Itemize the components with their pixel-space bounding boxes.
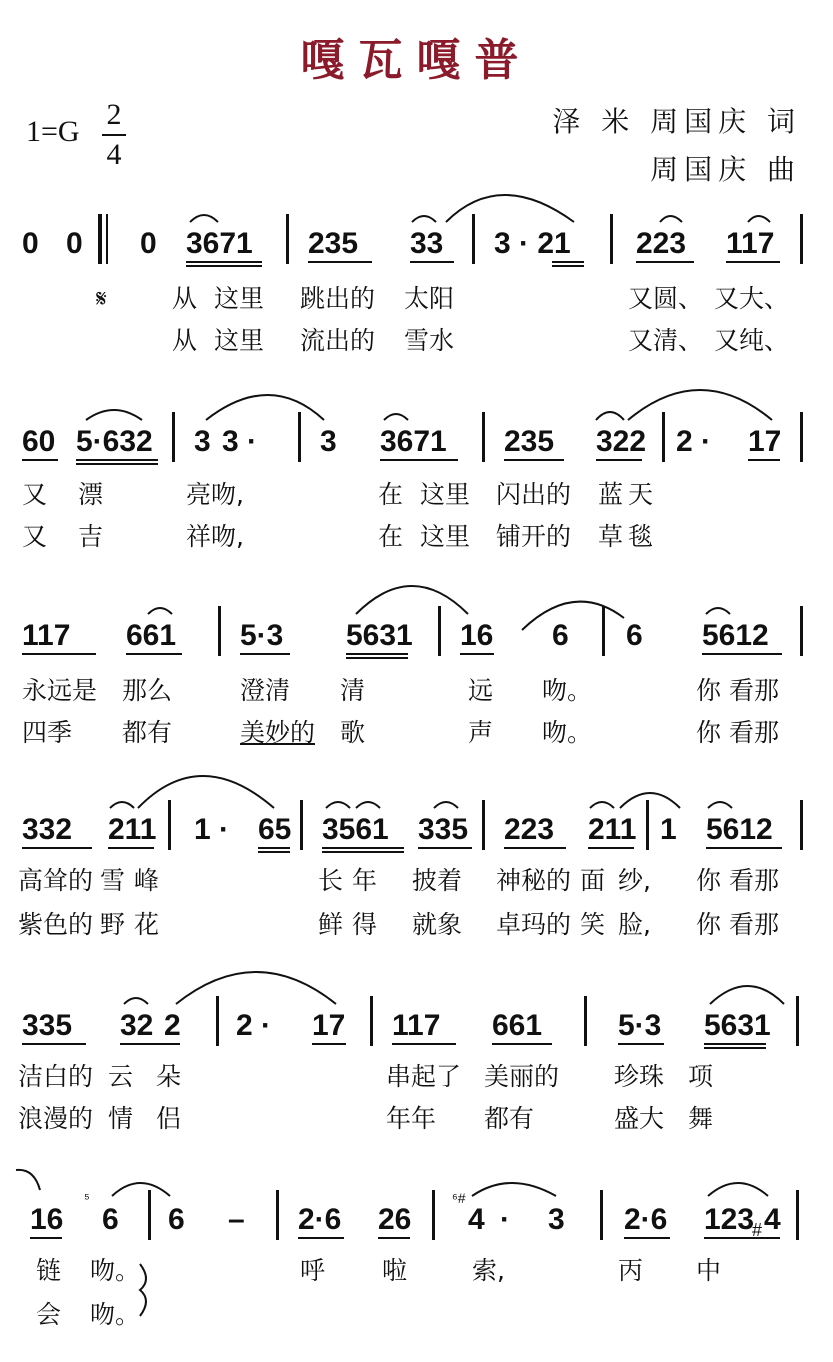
lyric: 这里 <box>420 480 471 509</box>
lyric: 清 <box>340 676 366 705</box>
note-group: 3 · <box>222 425 258 458</box>
note-group: 6 <box>102 1203 119 1236</box>
lyric: 呼 <box>300 1256 326 1285</box>
note-group: 335 <box>418 813 469 846</box>
note-group: 3671 <box>380 425 447 458</box>
lyric: 年年 <box>386 1104 437 1133</box>
lyric: 又清、 <box>628 326 704 355</box>
note-group: 661 <box>492 1009 543 1042</box>
lyric: 跳出的 <box>300 284 376 313</box>
segno-sign: 𝄋 <box>96 284 107 313</box>
meter-top: 2 <box>106 98 122 131</box>
lyric: 流出的 <box>300 326 376 355</box>
lyric: 峰 <box>134 866 160 895</box>
lyric: 吻。 <box>90 1300 141 1329</box>
lyric: 这里 <box>420 522 471 551</box>
note-group: 3671 <box>186 227 253 260</box>
lyric: 又纯、 <box>714 326 790 355</box>
note-group: 3561 <box>322 813 389 846</box>
lyric: 舞 <box>688 1104 714 1133</box>
lyric: 从 <box>172 326 198 355</box>
lyric: 亮吻, <box>186 480 244 509</box>
lyric: 你 看那 <box>696 866 779 895</box>
lyric: 太阳 <box>404 284 455 313</box>
lyric: 又大、 <box>714 284 790 313</box>
lyric: 花 <box>134 910 160 939</box>
note-group: 6 <box>626 619 643 652</box>
note-group: 235 <box>308 227 359 260</box>
lyric: 你 看那 <box>696 676 779 705</box>
note-group: 2·6 <box>298 1203 342 1236</box>
grace-note: ⁵ <box>84 1190 90 1206</box>
lyric: 都有 <box>484 1104 535 1133</box>
lyric: 脸, <box>618 910 651 939</box>
lyric: 就象 <box>412 910 463 939</box>
lyric: 洁白的 <box>18 1062 94 1091</box>
lyric: 披着 <box>412 866 463 895</box>
lyric: 吉 <box>78 522 104 551</box>
note-group: 60 <box>22 425 56 458</box>
lyric: 串起了 <box>386 1062 462 1091</box>
lyric: 你 看那 <box>696 718 779 747</box>
lyric: 朵 <box>156 1062 182 1091</box>
note-group: 117 <box>22 619 71 652</box>
lyric: 紫色的 <box>18 910 94 939</box>
note-group: 5·632 <box>76 425 153 458</box>
note-group: 117 <box>726 227 775 260</box>
note-group: 6 <box>168 1203 185 1236</box>
lyric: 闪出的 <box>496 480 572 509</box>
note-group: 65 <box>258 813 292 846</box>
lyric: 又 <box>22 480 48 509</box>
lyric: 会 <box>36 1300 62 1329</box>
note-group: 332 <box>22 813 73 846</box>
lyricist-credit: 泽 米 周国庆 词 <box>552 105 801 138</box>
lyric: 中 <box>696 1256 722 1285</box>
note-group: 5631 <box>704 1009 771 1042</box>
lyric: 吻。 <box>90 1256 141 1285</box>
note-group: 335 <box>22 1009 73 1042</box>
lyric: 从 <box>172 284 198 313</box>
note-group: 3 <box>548 1203 565 1236</box>
lyric: 又圆、 <box>628 284 704 313</box>
note-group: 3 <box>320 425 337 458</box>
lyric: 长 <box>318 866 344 895</box>
note-group: 0 <box>66 227 83 260</box>
lyric: 都有 <box>122 718 173 747</box>
lyric: 美妙的 <box>240 718 316 747</box>
lyric: 卓玛的 <box>496 910 572 939</box>
key-signature: 1=G <box>26 115 80 148</box>
lyric: 漂 <box>78 480 104 509</box>
note-group: 117 <box>392 1009 441 1042</box>
note-group: 123 <box>704 1203 755 1236</box>
note-group: 32 <box>120 1009 154 1042</box>
note-group: 1 · <box>194 813 230 846</box>
lyric: 啦 <box>382 1256 408 1285</box>
lyric: 笑 <box>580 910 606 939</box>
lyric: 草 <box>598 522 624 551</box>
lyric: 吻。 <box>542 718 593 747</box>
lyric: 毯 <box>628 522 654 551</box>
lyric: 鲜 <box>318 910 344 939</box>
lyric: 歌 <box>340 718 366 747</box>
note-group: 3 <box>194 425 211 458</box>
note-group: 2 <box>164 1009 181 1042</box>
lyric: 远 <box>468 676 494 705</box>
note-group: 16 <box>460 619 494 652</box>
lyric: 声 <box>468 718 494 747</box>
note-group: 2·6 <box>624 1203 668 1236</box>
note-group: 4 <box>764 1203 781 1236</box>
composer-credit: 周国庆 曲 <box>650 153 801 186</box>
note-group: 5·3 <box>240 619 284 652</box>
lyric: 盛大 <box>614 1104 665 1133</box>
note-group: 5612 <box>706 813 773 846</box>
lyric: 在 <box>378 480 404 509</box>
lyric: 美丽的 <box>484 1062 560 1091</box>
lyric: 铺开的 <box>496 522 572 551</box>
lyric: 澄清 <box>240 676 291 705</box>
note-group: 0 <box>22 227 39 260</box>
lyric: 索, <box>472 1256 505 1285</box>
meter-bottom: 4 <box>106 138 122 171</box>
lyric: 那么 <box>122 676 173 705</box>
lyric: 这里 <box>214 326 265 355</box>
note-group: 661 <box>126 619 177 652</box>
lyric: 吻。 <box>542 676 593 705</box>
note-group: 33 <box>410 227 444 260</box>
note-group: 211 <box>588 813 637 846</box>
lyric: 链 <box>36 1256 62 1285</box>
lyric: 得 <box>352 910 378 939</box>
lyric: 面 <box>580 866 606 895</box>
note-group: 223 <box>636 227 687 260</box>
lyric: 浪漫的 <box>18 1104 94 1133</box>
lyric: 这里 <box>214 284 265 313</box>
note-group: 17 <box>312 1009 346 1042</box>
lyric: 高耸的 <box>18 866 94 895</box>
note-group: 3 · 21 <box>494 227 571 260</box>
lyric: 天 <box>628 480 654 509</box>
lyric: 祥吻, <box>186 522 244 551</box>
lyric: 项 <box>688 1062 714 1091</box>
lyric: 侣 <box>156 1104 182 1133</box>
note-group: · <box>500 1203 510 1236</box>
note-group: – <box>228 1203 245 1236</box>
lyric: 纱, <box>618 866 651 895</box>
note-group: 1 <box>660 813 677 846</box>
lyric: 云 <box>108 1062 134 1091</box>
sharp-sign: # <box>752 1220 763 1240</box>
note-group: 16 <box>30 1203 64 1236</box>
lyric: 蓝 <box>598 480 624 509</box>
lyric: 四季 <box>22 718 73 747</box>
lyric: 雪水 <box>404 326 455 355</box>
note-group: 0 <box>140 227 157 260</box>
lyric: 珍珠 <box>614 1062 665 1091</box>
note-group: 2 · <box>236 1009 272 1042</box>
note-group: 5·3 <box>618 1009 662 1042</box>
note-group: 211 <box>108 813 157 846</box>
song-title: 嘎瓦嘎普 <box>300 35 533 86</box>
lyric: 神秘的 <box>496 866 572 895</box>
lyric: 雪 <box>100 866 126 895</box>
note-group: 17 <box>748 425 782 458</box>
note-group: 2 · <box>676 425 712 458</box>
note-group: 26 <box>378 1203 412 1236</box>
note-group: 235 <box>504 425 555 458</box>
note-group: 5612 <box>702 619 769 652</box>
lyric: 又 <box>22 522 48 551</box>
note-group: 4 <box>468 1203 485 1236</box>
note-group: 6 <box>552 619 569 652</box>
lyric: 在 <box>378 522 404 551</box>
lyric: 永远是 <box>22 676 98 705</box>
lyric: 丙 <box>618 1256 644 1285</box>
lyric: 情 <box>108 1104 134 1133</box>
note-group: 223 <box>504 813 555 846</box>
lyric: 年 <box>352 866 378 895</box>
note-group: 5631 <box>346 619 413 652</box>
grace-note: ⁶# <box>452 1190 466 1206</box>
lyric: 野 <box>100 910 126 939</box>
lyric: 你 看那 <box>696 910 779 939</box>
note-group: 322 <box>596 425 647 458</box>
